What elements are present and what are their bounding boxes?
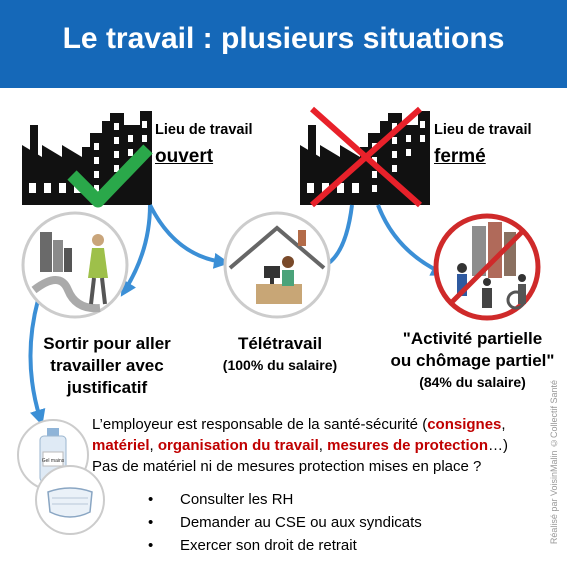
info-outro: …) (488, 437, 508, 454)
highlight-mesures: mesures de protection (327, 437, 488, 454)
credit-text: Réalisé par VoisinMalin ©Collectif Santé (549, 380, 559, 545)
highlight-separator: , (149, 437, 158, 454)
page-title: Le travail : plusieurs situations (62, 22, 505, 55)
remote-work-house-icon (222, 210, 332, 320)
open-site-status: ouvert (155, 146, 214, 167)
action-item: • Consulter les RH (148, 488, 422, 511)
info-question: Pas de matériel ni de mesures protection mises en place ? (92, 458, 482, 475)
situation-commute-line: justificatif (66, 378, 148, 397)
situation-telework-title: Télétravail (237, 334, 323, 353)
action-item: • Exercer son droit de retrait (148, 534, 422, 557)
info-paragraph (92, 414, 537, 477)
open-site-label: Lieu de travail (155, 122, 253, 138)
highlight-separator: , (501, 416, 506, 433)
situation-commute (28, 333, 186, 399)
closed-site-status: fermé (434, 146, 486, 167)
highlight-materiel: matériel (92, 437, 150, 454)
no-work-crossed-icon (432, 212, 542, 322)
situation-commute-line: travailler avec (50, 356, 164, 375)
closed-site-label: Lieu de travail (434, 122, 532, 138)
situation-partial-line: "Activité partielle (402, 329, 543, 348)
situation-commute-line: Sortir pour aller (43, 334, 171, 353)
situation-partial-line: ou chômage partiel" (390, 351, 555, 370)
info-intro: L’employeur est responsable de la santé-sécurité ( (92, 416, 428, 433)
situation-telework (212, 333, 348, 373)
situation-telework-note: (100% du salaire) (222, 357, 338, 373)
highlight-organisation: organisation du travail (157, 437, 319, 454)
actions-list (148, 488, 422, 557)
commuting-woman-icon (20, 210, 130, 320)
highlight-consignes: consignes (427, 416, 502, 433)
arrow-to-telework (150, 205, 222, 262)
situation-partial-note: (84% du salaire) (419, 374, 526, 390)
action-item: • Demander au CSE ou aux syndicats (148, 511, 422, 534)
arrow-to-partial (378, 205, 440, 272)
bottle-label: Gel mains (41, 458, 65, 464)
highlight-separator: , (318, 437, 328, 454)
situation-partial (385, 328, 560, 390)
